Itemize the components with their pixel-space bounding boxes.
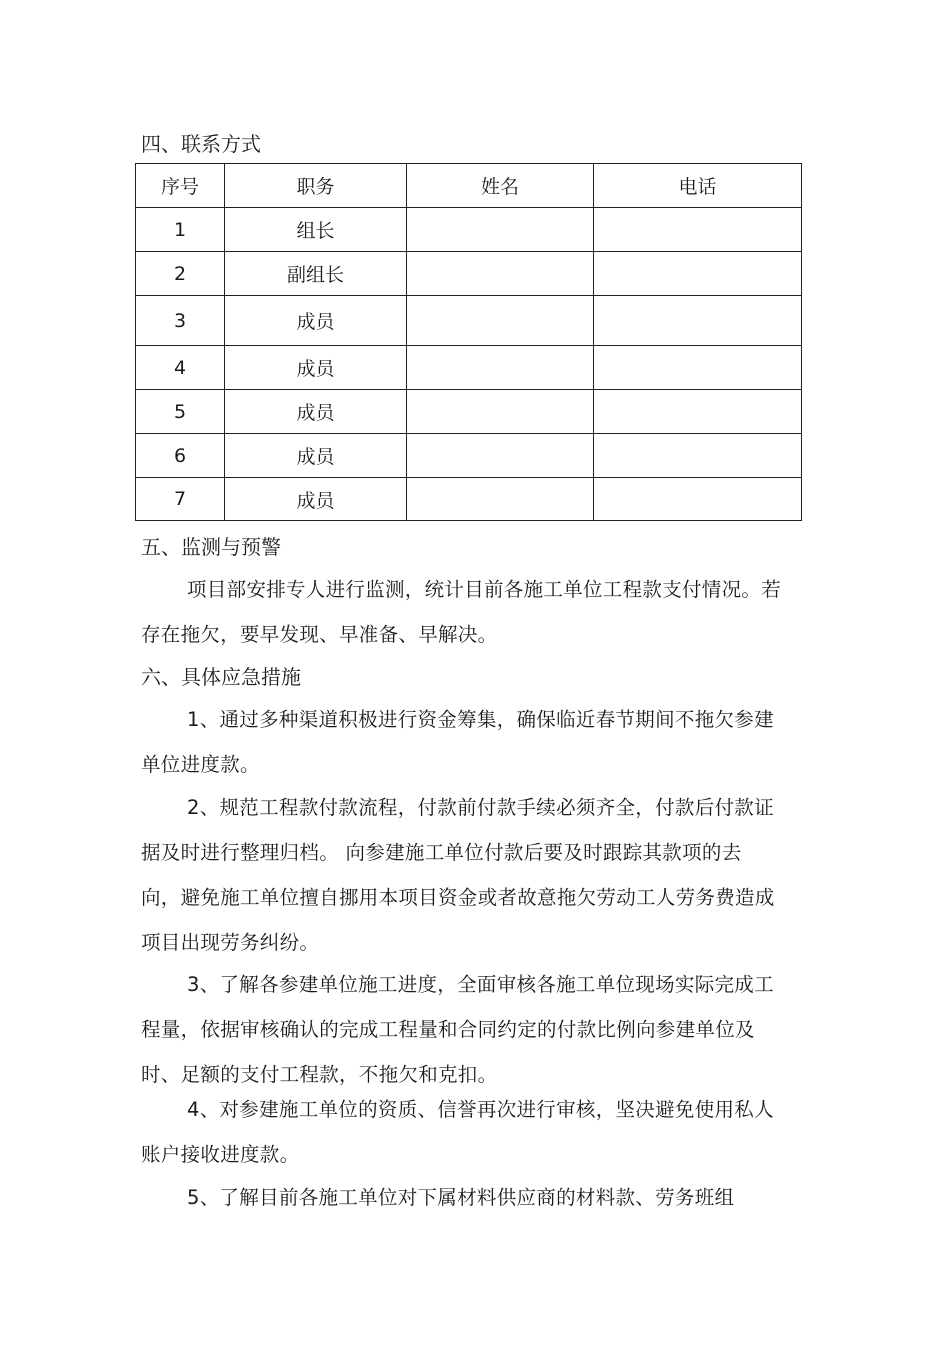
cell-no: 2 (136, 252, 225, 296)
table-row (136, 296, 802, 346)
cell-name (407, 478, 594, 521)
cell-no: 3 (136, 296, 225, 346)
cell-name (407, 208, 594, 252)
table-row (136, 252, 802, 296)
contact-table (135, 163, 802, 521)
cell-no: 1 (136, 208, 225, 252)
header-role: 职务 (225, 164, 407, 208)
cell-role: 组长 (225, 208, 407, 252)
table-row (136, 434, 802, 478)
section4-heading: 四、联系方式 (141, 132, 261, 156)
measure-item-3: 3、了解各参建单位施工进度，全面审核各施工单位现场实际完成工程量，依据审核确认的完成工程量和合同约定的付款比例向参建单位及时、足额的支付工程款，不拖欠和克扣。 (141, 973, 774, 1086)
cell-phone (594, 478, 802, 521)
table-row (136, 390, 802, 434)
cell-role: 成员 (225, 390, 407, 434)
cell-no: 7 (136, 478, 225, 521)
cell-no: 4 (136, 346, 225, 390)
header-name: 姓名 (407, 164, 594, 208)
cell-phone (594, 252, 802, 296)
section5-paragraph: 项目部安排专人进行监测，统计目前各施工单位工程款支付情况。若存在拖欠，要早发现、早准备、早解决。 (141, 578, 782, 646)
table-header-row (136, 164, 802, 208)
cell-name (407, 252, 594, 296)
cell-role: 成员 (225, 434, 407, 478)
cell-name (407, 346, 594, 390)
cell-name (407, 296, 594, 346)
cell-phone (594, 434, 802, 478)
header-no: 序号 (136, 164, 225, 208)
cell-phone (594, 346, 802, 390)
table-row (136, 346, 802, 390)
measure-item-5: 5、了解目前各施工单位对下属材料供应商的材料款、劳务班组 (187, 1186, 735, 1209)
cell-name (407, 434, 594, 478)
cell-no: 5 (136, 390, 225, 434)
table-row (136, 208, 802, 252)
cell-role: 成员 (225, 346, 407, 390)
cell-phone (594, 390, 802, 434)
section5-heading: 五、监测与预警 (141, 535, 281, 559)
header-phone: 电话 (594, 164, 802, 208)
cell-name (407, 390, 594, 434)
cell-phone (594, 208, 802, 252)
measure-item-4: 4、对参建施工单位的资质、信誉再次进行审核，坚决避免使用私人账户接收进度款。 (141, 1098, 774, 1166)
measure-item-1: 1、通过多种渠道积极进行资金筹集，确保临近春节期间不拖欠参建单位进度款。 (141, 708, 774, 776)
measure-item-2: 2、规范工程款付款流程，付款前付款手续必须齐全，付款后付款证据及时进行整理归档。 向参建施工单位付款后要及时跟踪其款项的去向，避免施工单位擅自挪用本项目资金或者故意拖欠劳动工人劳务费造成项目出现劳务纠纷。 (141, 796, 775, 954)
cell-role: 副组长 (225, 252, 407, 296)
cell-phone (594, 296, 802, 346)
cell-role: 成员 (225, 478, 407, 521)
table-row (136, 478, 802, 521)
cell-no: 6 (136, 434, 225, 478)
section6-heading: 六、具体应急措施 (141, 665, 301, 689)
cell-role: 成员 (225, 296, 407, 346)
